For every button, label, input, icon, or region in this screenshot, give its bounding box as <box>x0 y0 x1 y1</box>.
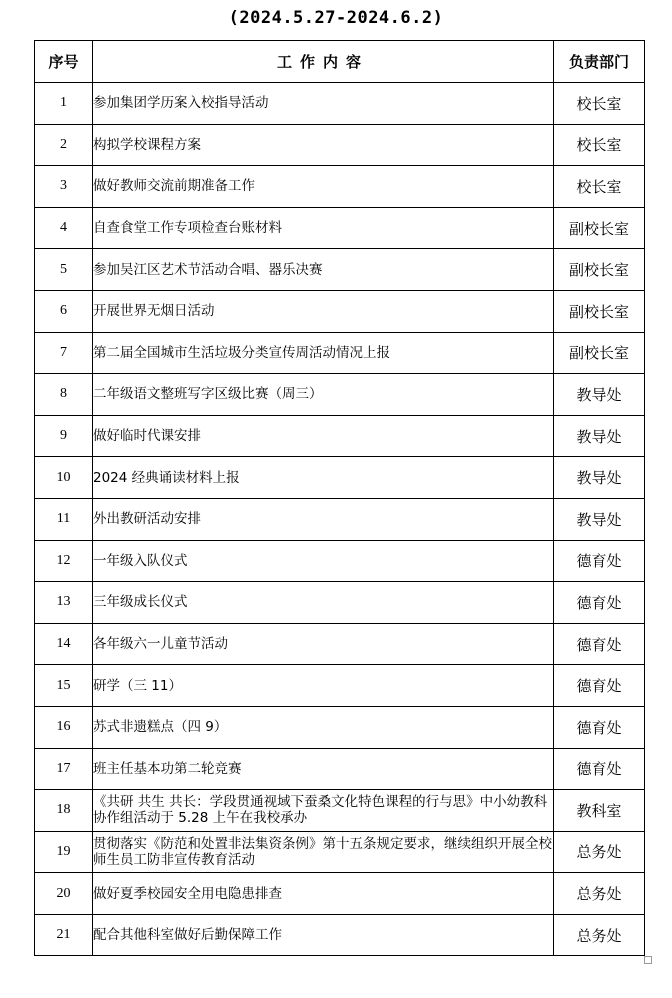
row-department: 副校长室 <box>554 290 645 332</box>
table-header-row <box>35 41 645 83</box>
table-row <box>35 290 645 332</box>
row-number: 18 <box>35 790 93 832</box>
table-row <box>35 748 645 790</box>
row-content: 做好临时代课安排 <box>93 415 554 457</box>
row-department: 副校长室 <box>554 207 645 249</box>
row-department: 教导处 <box>554 457 645 499</box>
row-department: 德育处 <box>554 706 645 748</box>
row-content: 参加吴江区艺术节活动合唱、器乐决赛 <box>93 249 554 291</box>
row-department: 德育处 <box>554 748 645 790</box>
table-row <box>35 249 645 291</box>
row-content: 一年级入队仪式 <box>93 540 554 582</box>
row-content: 2024 经典诵读材料上报 <box>93 457 554 499</box>
row-content: 苏式非遗糕点（四 9） <box>93 706 554 748</box>
row-content: 构拟学校课程方案 <box>93 124 554 166</box>
row-number: 10 <box>35 457 93 499</box>
row-number: 13 <box>35 582 93 624</box>
row-department: 总务处 <box>554 873 645 915</box>
row-content: 做好夏季校园安全用电隐患排查 <box>93 873 554 915</box>
table-end-marker <box>644 956 652 964</box>
row-department: 德育处 <box>554 623 645 665</box>
header-no: 序号 <box>35 41 93 83</box>
table-row <box>35 332 645 374</box>
row-number: 11 <box>35 498 93 540</box>
row-content: 外出教研活动安排 <box>93 498 554 540</box>
table-row <box>35 374 645 416</box>
row-number: 16 <box>35 706 93 748</box>
table-row <box>35 623 645 665</box>
row-department: 德育处 <box>554 665 645 707</box>
header-content: 工作内容 <box>93 41 554 83</box>
row-content: 做好教师交流前期准备工作 <box>93 166 554 208</box>
row-content: 各年级六一儿童节活动 <box>93 623 554 665</box>
row-department: 校长室 <box>554 83 645 125</box>
row-content: 班主任基本功第二轮竞赛 <box>93 748 554 790</box>
row-number: 2 <box>35 124 93 166</box>
row-department: 副校长室 <box>554 332 645 374</box>
table-row <box>35 166 645 208</box>
row-number: 17 <box>35 748 93 790</box>
row-content: 参加集团学历案入校指导活动 <box>93 83 554 125</box>
table-row <box>35 124 645 166</box>
row-number: 15 <box>35 665 93 707</box>
header-dept: 负责部门 <box>554 41 645 83</box>
row-content: 三年级成长仪式 <box>93 582 554 624</box>
row-content: 贯彻落实《防范和处置非法集资条例》第十五条规定要求，继续组织开展全校师生员工防非宣传教育活动 <box>93 831 554 873</box>
row-department: 教导处 <box>554 374 645 416</box>
row-content: 配合其他科室做好后勤保障工作 <box>93 914 554 956</box>
row-content: 研学（三 11） <box>93 665 554 707</box>
row-number: 4 <box>35 207 93 249</box>
row-number: 7 <box>35 332 93 374</box>
row-department: 总务处 <box>554 831 645 873</box>
row-number: 3 <box>35 166 93 208</box>
row-content: 开展世界无烟日活动 <box>93 290 554 332</box>
row-department: 教导处 <box>554 415 645 457</box>
row-number: 19 <box>35 831 93 873</box>
date-range-title: (2024.5.27-2024.6.2) <box>228 8 444 28</box>
row-department: 德育处 <box>554 540 645 582</box>
row-number: 21 <box>35 914 93 956</box>
table-row <box>35 540 645 582</box>
row-number: 12 <box>35 540 93 582</box>
table-row <box>35 706 645 748</box>
table-row <box>35 207 645 249</box>
row-number: 6 <box>35 290 93 332</box>
row-number: 9 <box>35 415 93 457</box>
row-content: 自查食堂工作专项检查台账材料 <box>93 207 554 249</box>
row-number: 5 <box>35 249 93 291</box>
table-row <box>35 83 645 125</box>
table-row <box>35 415 645 457</box>
table-row <box>35 498 645 540</box>
row-number: 20 <box>35 873 93 915</box>
table-row <box>35 457 645 499</box>
row-number: 1 <box>35 83 93 125</box>
table-row <box>35 914 645 956</box>
row-department: 校长室 <box>554 124 645 166</box>
row-number: 14 <box>35 623 93 665</box>
row-department: 校长室 <box>554 166 645 208</box>
row-content: 第二届全国城市生活垃圾分类宣传周活动情况上报 <box>93 332 554 374</box>
table-row <box>35 665 645 707</box>
row-department: 副校长室 <box>554 249 645 291</box>
row-content: 《共研 共生 共长：学段贯通视域下蚕桑文化特色课程的行与思》中小幼教科协作组活动于 5.28 上午在我校承办 <box>93 790 554 832</box>
table-row <box>35 873 645 915</box>
table-row <box>35 831 645 873</box>
work-schedule-table <box>34 40 645 956</box>
row-department: 德育处 <box>554 582 645 624</box>
row-department: 总务处 <box>554 914 645 956</box>
row-number: 8 <box>35 374 93 416</box>
row-department: 教科室 <box>554 790 645 832</box>
table-row <box>35 790 645 832</box>
row-content: 二年级语文整班写字区级比赛（周三） <box>93 374 554 416</box>
table-row <box>35 582 645 624</box>
row-department: 教导处 <box>554 498 645 540</box>
